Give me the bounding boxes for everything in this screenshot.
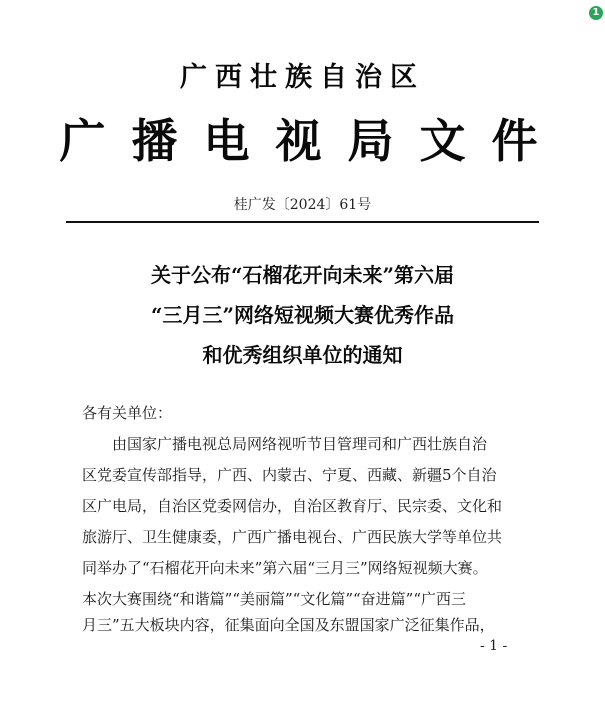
page-number: - 1 -: [480, 638, 508, 654]
issuing-organization: 广西壮族自治区: [180, 62, 425, 93]
document-number: 桂广发〔2024〕61号: [233, 197, 372, 213]
salutation: 各有关单位：: [82, 404, 173, 422]
body-text-line: 旅游厅、卫生健康委，广西广播电视台、广西民族大学等单位共: [82, 528, 503, 546]
body-text-line: 区广电局，自治区党委网信办，自治区教育厅、民宗委、文化和: [82, 497, 503, 515]
document-type-heading: 广播电视局文件: [59, 114, 564, 168]
page-badge-icon: 1: [589, 6, 603, 20]
notice-title-line: 关于公布“石榴花开向未来”第六届: [150, 263, 454, 287]
notice-title-line: “三月三”网络短视频大赛优秀作品: [150, 303, 454, 327]
body-text-line: 月三”五大板块内容，征集面向全国及东盟国家广泛征集作品，: [82, 616, 495, 634]
body-text-line: 由国家广播电视总局网络视听节目管理司和广西壮族自治: [112, 435, 488, 453]
notice-title-line: 和优秀组织单位的通知: [202, 343, 403, 367]
body-text-line: 本次大赛围绕“和谐篇”“美丽篇”“文化篇”“奋进篇”“广西三: [82, 590, 467, 608]
body-text-line: 区党委宣传部指导，广西、内蒙古、宁夏、西藏、新疆5个自治: [82, 466, 497, 484]
body-text-line: 同举办了“石榴花开向未来”第六届“三月三”网络短视频大赛。: [82, 559, 488, 577]
header-divider: [66, 221, 539, 223]
